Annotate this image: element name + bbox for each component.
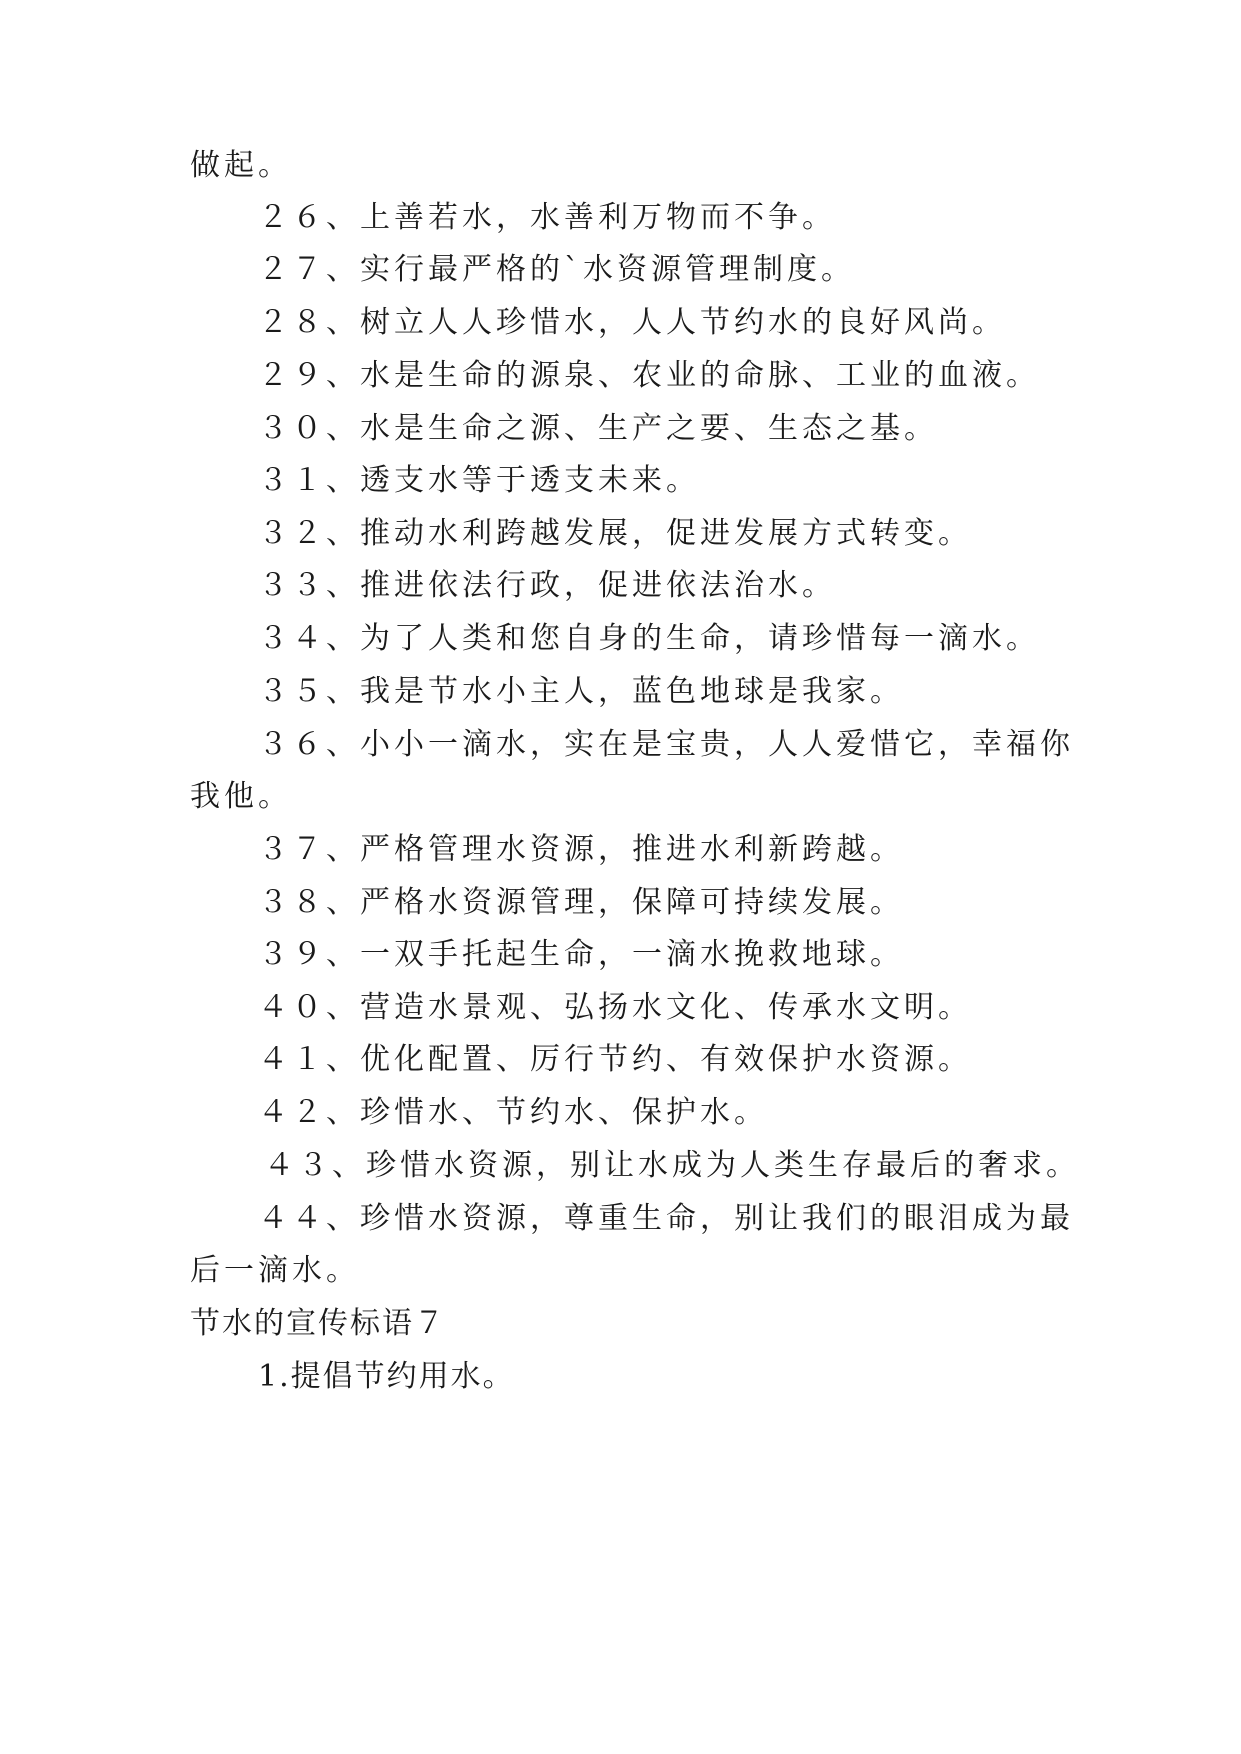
slogan-item-43: ４３、珍惜水资源，别让水成为人类生存最后的奢求。 xyxy=(264,1148,1080,1183)
slogan-item-42: ４２、珍惜水、节约水、保护水。 xyxy=(258,1095,768,1130)
slogan-item-35: ３５、我是节水小主人，蓝色地球是我家。 xyxy=(258,674,904,709)
section-heading: 节水的宣传标语７ xyxy=(190,1306,446,1341)
slogan-item-44: ４４、珍惜水资源，尊重生命，别让我们的眼泪成为最 xyxy=(258,1201,1074,1236)
slogan-item-41: ４１、优化配置、厉行节约、有效保护水资源。 xyxy=(258,1042,972,1077)
slogan-item-26: ２６、上善若水，水善利万物而不争。 xyxy=(258,200,836,235)
slogan-item-31: ３１、透支水等于透支未来。 xyxy=(258,463,700,498)
list-item: 1.提倡节约用水。 xyxy=(258,1359,515,1394)
slogan-item-33: ３３、推进依法行政，促进依法治水。 xyxy=(258,568,836,603)
slogan-item-30: ３０、水是生命之源、生产之要、生态之基。 xyxy=(258,411,938,446)
slogan-item-29: ２９、水是生命的源泉、农业的命脉、工业的血液。 xyxy=(258,358,1040,393)
slogan-item-27: ２７、实行最严格的`水资源管理制度。 xyxy=(258,252,855,287)
slogan-item-40: ４０、营造水景观、弘扬水文化、传承水文明。 xyxy=(258,990,972,1025)
slogan-item-34: ３４、为了人类和您自身的生命，请珍惜每一滴水。 xyxy=(258,621,1040,656)
text-line-continuation: 我他。 xyxy=(190,779,292,814)
slogan-item-32: ３２、推动水利跨越发展，促进发展方式转变。 xyxy=(258,516,972,551)
slogan-item-28: ２８、树立人人珍惜水，人人节约水的良好风尚。 xyxy=(258,305,1006,340)
slogan-item-37: ３７、严格管理水资源，推进水利新跨越。 xyxy=(258,832,904,867)
slogan-item-38: ３８、严格水资源管理，保障可持续发展。 xyxy=(258,885,904,920)
slogan-item-39: ３９、一双手托起生命，一滴水挽救地球。 xyxy=(258,937,904,972)
text-line-continuation: 后一滴水。 xyxy=(190,1253,360,1288)
slogan-item-36: ３６、小小一滴水，实在是宝贵，人人爱惜它，幸福你 xyxy=(258,727,1074,762)
text-line-continuation: 做起。 xyxy=(190,148,292,183)
